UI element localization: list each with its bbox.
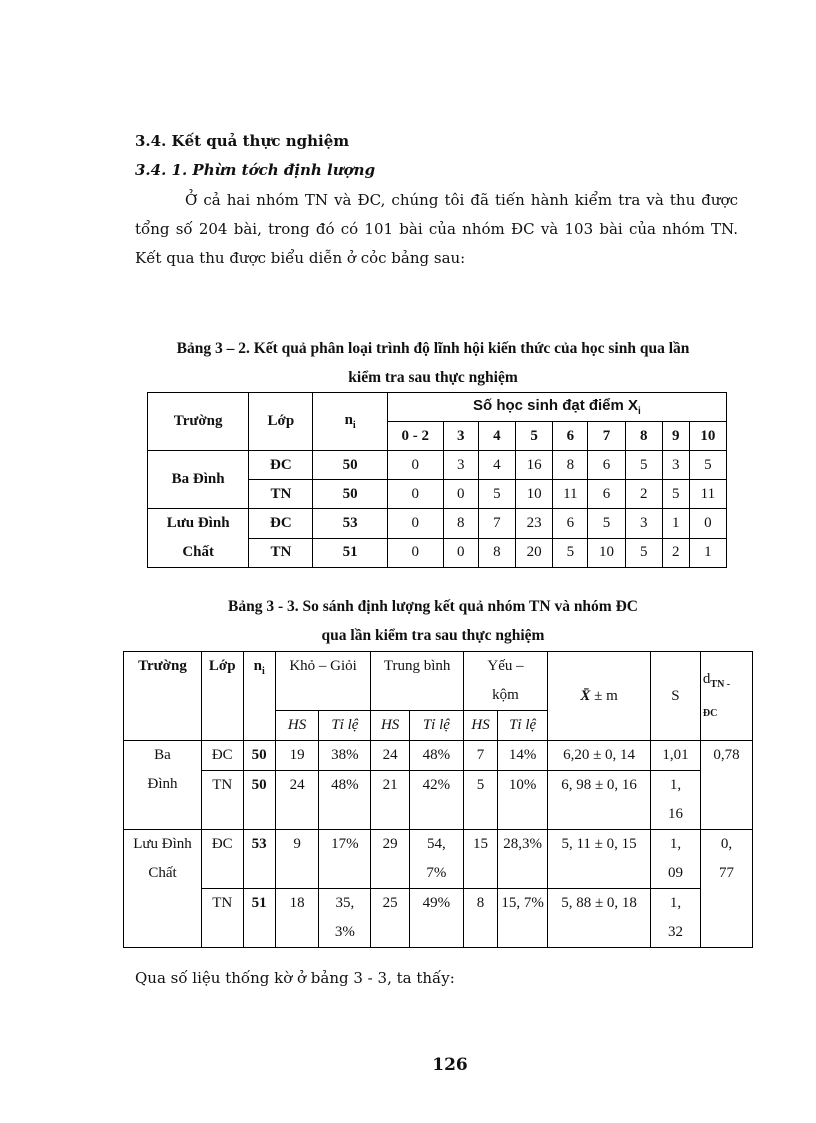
s-line2: 32: [667, 924, 683, 940]
kg-hs: 24: [275, 771, 319, 830]
y-tl: 15, 7%: [498, 889, 548, 948]
score-col: 7: [588, 422, 625, 451]
table-row: [124, 741, 753, 771]
y-hs: 5: [463, 771, 497, 830]
n-cell: 51: [243, 889, 275, 948]
y-hs: 8: [463, 889, 497, 948]
tb-tl: 48%: [409, 741, 463, 771]
score-cell: 2: [662, 538, 689, 568]
class-cell: ĐC: [201, 830, 243, 889]
s-line2: 16: [667, 806, 683, 822]
s-line1: 1,: [669, 895, 682, 911]
school-luu-line1: Lưu Đình: [133, 836, 192, 852]
h-yeu-line2: kộm: [492, 687, 519, 703]
table-row: [124, 830, 753, 889]
score-col: 8: [625, 422, 662, 451]
tb-tl-line1: 54,: [427, 836, 446, 852]
class-cell: ĐC: [249, 451, 313, 480]
table-row: [124, 771, 753, 830]
class-cell: TN: [249, 538, 313, 568]
table-row: [148, 451, 727, 480]
school-ba-dinh-line2: Đình: [147, 776, 178, 792]
s-cell: [651, 771, 701, 830]
tb-tl-line2: 7%: [426, 865, 447, 881]
score-cell: 8: [443, 509, 478, 539]
score-distribution-table: [147, 392, 727, 568]
sub-hs: HS: [463, 711, 497, 741]
header-truong: Trường: [148, 393, 249, 451]
h-mean-x: X̄: [580, 687, 591, 704]
section-title: 3.4. Kết quả thực nghiệm: [135, 132, 350, 150]
h-d-sub: TN -: [710, 678, 731, 690]
table2-caption-line1: Bảng 3 - 3. So sánh định lượng kết quả nhóm TN và nhóm ĐC: [228, 598, 638, 615]
sub-hs: HS: [275, 711, 319, 741]
table-row: [124, 889, 753, 948]
score-cell: 5: [478, 480, 515, 509]
sub-hs: HS: [371, 711, 409, 741]
score-cell: 20: [516, 538, 553, 568]
kg-tl: 17%: [319, 830, 371, 889]
score-col: 10: [689, 422, 726, 451]
score-cell: 5: [625, 451, 662, 480]
h-yeu-line1: Yếu –: [487, 658, 524, 674]
n-cell: 53: [313, 509, 387, 539]
score-cell: 8: [553, 451, 588, 480]
n-cell: 50: [243, 741, 275, 771]
mean-cell: 5, 11 ± 0, 15: [548, 830, 651, 889]
s-line2: 09: [667, 865, 683, 881]
score-cell: 10: [516, 480, 553, 509]
n-cell: 50: [243, 771, 275, 830]
class-cell: ĐC: [249, 509, 313, 539]
h-s: S: [651, 652, 701, 741]
subsection-title: 3.4. 1. Phừn tớch định lượng: [135, 161, 376, 179]
kg-tl-line2: 3%: [334, 924, 355, 940]
header-lop: Lớp: [249, 393, 313, 451]
score-cell: 0: [387, 480, 443, 509]
s-line1: 1,: [669, 836, 682, 852]
score-cell: 5: [625, 538, 662, 568]
score-cell: 4: [478, 451, 515, 480]
tb-hs: 29: [371, 830, 409, 889]
sub-tile: Tỉ lệ: [319, 711, 371, 741]
score-cell: 1: [662, 509, 689, 539]
h-n-text: n: [253, 658, 262, 674]
kg-tl-line1: 35,: [335, 895, 355, 911]
header-n: [313, 393, 387, 451]
page-number: 126: [432, 1055, 468, 1075]
h-truong: Trường: [124, 652, 202, 741]
score-cell: 0: [387, 538, 443, 568]
tb-hs: 25: [371, 889, 409, 948]
sub-tile: Tỉ lệ: [498, 711, 548, 741]
school-name-line2: Chất: [182, 544, 214, 560]
score-cell: 6: [588, 480, 625, 509]
class-cell: TN: [249, 480, 313, 509]
y-tl: 28,3%: [498, 830, 548, 889]
y-hs: 15: [463, 830, 497, 889]
score-cell: 3: [443, 451, 478, 480]
s-cell: [651, 830, 701, 889]
kg-hs: 19: [275, 741, 319, 771]
kg-tl: [319, 889, 371, 948]
sub-tile: Tỉ lệ: [409, 711, 463, 741]
score-cell: 0: [443, 480, 478, 509]
y-tl: 14%: [498, 741, 548, 771]
score-cell: 3: [625, 509, 662, 539]
mean-cell: 6,20 ± 0, 14: [548, 741, 651, 771]
h-n: [243, 652, 275, 741]
tb-hs: 21: [371, 771, 409, 830]
school-ba-dinh: [124, 741, 202, 830]
d-line1: 0,: [720, 836, 733, 852]
d-line2: 77: [718, 865, 734, 881]
d-cell: [700, 830, 752, 948]
conclusion-lead-text: Qua số liệu thống kờ ở bảng 3 - 3, ta thấy:: [135, 969, 455, 987]
header-n-sub: i: [352, 420, 356, 431]
score-cell: 6: [588, 451, 625, 480]
table-row: [148, 509, 727, 539]
score-col: 3: [443, 422, 478, 451]
table1-caption: [120, 334, 746, 392]
score-col: 4: [478, 422, 515, 451]
score-cell: 1: [689, 538, 726, 568]
intro-paragraph: [135, 186, 738, 273]
mean-cell: 5, 88 ± 0, 18: [548, 889, 651, 948]
tb-tl: [409, 830, 463, 889]
s-cell: 1,01: [651, 741, 701, 771]
header-score-group-text: Số học sinh đạt điểm X: [473, 397, 639, 414]
y-tl: 10%: [498, 771, 548, 830]
score-cell: 6: [553, 509, 588, 539]
intro-paragraph-text: Ở cả hai nhóm TN và ĐC, chúng tôi đã tiến hành kiểm tra và thu được tổng số 204 bài, trong đó có 101 bài của nhóm ĐC và 103 bài của nhóm TN. Kết qua thu được biểu diễn ở cỏc bảng sau:: [135, 191, 738, 267]
school-luu-dinh-chat: [124, 830, 202, 948]
school-name: Ba Đình: [148, 451, 249, 509]
n-cell: 53: [243, 830, 275, 889]
score-cell: 3: [662, 451, 689, 480]
h-yeu-kem: [463, 652, 547, 711]
mean-cell: 6, 98 ± 0, 16: [548, 771, 651, 830]
s-line1: 1,: [669, 777, 682, 793]
score-cell: 8: [478, 538, 515, 568]
header-score-group-sub: i: [638, 406, 641, 417]
score-cell: 5: [588, 509, 625, 539]
kg-tl: 48%: [319, 771, 371, 830]
h-d-line1: [703, 665, 752, 699]
score-cell: 2: [625, 480, 662, 509]
h-n-sub: i: [261, 666, 265, 677]
score-cell: 10: [588, 538, 625, 568]
n-cell: 51: [313, 538, 387, 568]
h-d-text: d: [702, 670, 711, 687]
score-cell: 0: [443, 538, 478, 568]
d-cell: 0,78: [700, 741, 752, 830]
h-mean: [548, 652, 651, 741]
h-d-line2: ĐC: [702, 707, 718, 719]
h-lop: Lớp: [201, 652, 243, 741]
header-score-group: [387, 393, 726, 422]
score-col: 6: [553, 422, 588, 451]
tb-tl: 49%: [409, 889, 463, 948]
score-col: 5: [516, 422, 553, 451]
score-cell: 23: [516, 509, 553, 539]
y-hs: 7: [463, 741, 497, 771]
school-luu-line2: Chất: [148, 865, 177, 881]
n-cell: 50: [313, 451, 387, 480]
score-cell: 11: [553, 480, 588, 509]
tb-hs: 24: [371, 741, 409, 771]
school-name-line1: Lưu Đình: [166, 515, 230, 531]
score-cell: 7: [478, 509, 515, 539]
table1-caption-line1: Bảng 3 – 2. Kết quả phân loại trình độ lĩnh hội kiến thức của học sinh qua lần: [176, 340, 690, 357]
score-cell: 11: [689, 480, 726, 509]
h-d: [700, 652, 752, 741]
kg-hs: 18: [275, 889, 319, 948]
score-cell: 0: [689, 509, 726, 539]
score-cell: 0: [387, 509, 443, 539]
score-cell: 5: [689, 451, 726, 480]
s-cell: [651, 889, 701, 948]
h-mean-pm: ± m: [590, 687, 618, 704]
h-trung-binh: Trung bình: [371, 652, 464, 711]
class-cell: TN: [201, 771, 243, 830]
comparison-table: [123, 651, 753, 948]
school-name: [148, 509, 249, 568]
score-cell: 0: [387, 451, 443, 480]
table2-caption-line2: qua lần kiểm tra sau thực nghiệm: [321, 627, 545, 644]
tb-tl: 42%: [409, 771, 463, 830]
kg-hs: 9: [275, 830, 319, 889]
h-kho-gioi: Khỏ – Giỏi: [275, 652, 371, 711]
score-cell: 5: [662, 480, 689, 509]
kg-tl: 38%: [319, 741, 371, 771]
score-cell: 5: [553, 538, 588, 568]
score-col: 0 - 2: [387, 422, 443, 451]
score-col: 9: [662, 422, 689, 451]
n-cell: 50: [313, 480, 387, 509]
score-cell: 16: [516, 451, 553, 480]
header-n-text: n: [344, 412, 353, 428]
school-ba-dinh-line1: Ba: [154, 747, 171, 763]
table1-caption-line2: kiểm tra sau thực nghiệm: [348, 369, 518, 386]
class-cell: TN: [201, 889, 243, 948]
table2-caption: [150, 592, 716, 650]
class-cell: ĐC: [201, 741, 243, 771]
